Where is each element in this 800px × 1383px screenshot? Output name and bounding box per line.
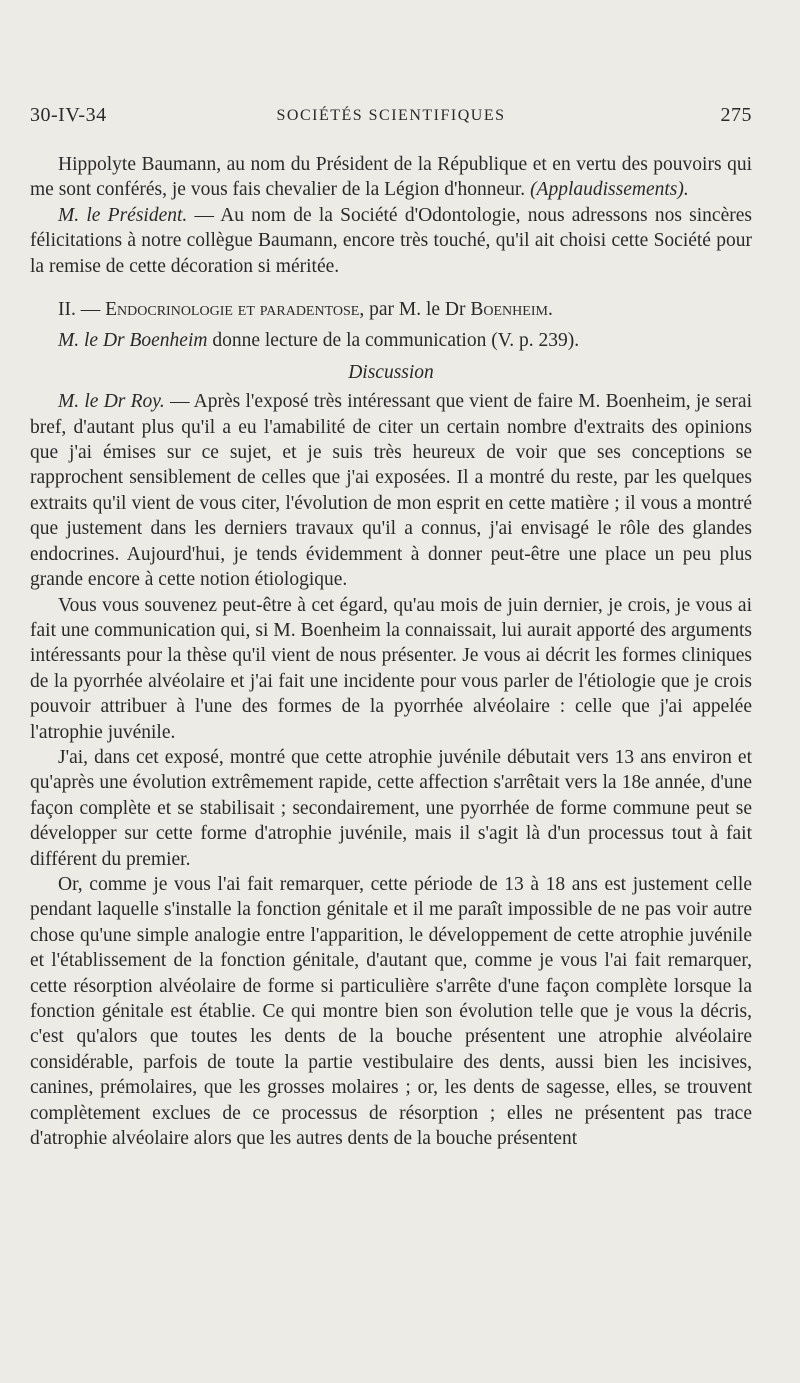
paragraph: M. le Président. — Au nom de la Société d'Odontologie, nous adressons nos sincères félicitations à notre collègue Baumann, encore très touché, qu'il ait choisi cette Société pour la remise de cette décoration si méritée.: [30, 204, 752, 277]
paragraph: M. le Dr Roy. — Après l'exposé très intéressant que vient de faire M. Boenheim, je serai bref, d'autant plus qu'il a eu l'amabilité de citer un certain nombre d'extraits des opinions que j'ai émises sur ce sujet, et je suis très heureux de voir que ses conceptions se rapprochent sensiblement de celles que j'ai exposées. Il a montré du reste, par les quelques extraits qu'il vient de vous citer, l'évolution de mon esprit en cette matière ; il vous a montré que justement dans les derniers travaux qu'il a connus, j'ai envisagé le rôle des glandes endocrines. Aujourd'hui, je tends évidemment à donner peut-être une place un peu plus grande encore à cette notion étiologique.: [30, 391, 752, 591]
paragraph: Hippolyte Baumann, au nom du Président de la République et en vertu des pouvoirs qui me sont conférés, je vous fais chevalier de la Légion d'honneur. (Applaudissements).: [30, 154, 752, 201]
paragraph: M. le Dr Boenheim donne lecture de la communication (V. p. 239).: [58, 330, 580, 352]
running-header: [30, 104, 752, 134]
paragraph: Or, comme je vous l'ai fait remarquer, cette période de 13 à 18 ans est justement celle pendant laquelle s'installe la fonction génitale et il me paraît impossible de ne pas voir autre chose qu'une simple analogie entre l'apparition, le développement de cette atrophie juvénile et l'établissement de la fonction génitale, d'autant que, comme je vous l'ai fait remarquer, cette résorption alvéolaire de forme si particulière s'arrête d'une façon complète lorsque la fonction génitale est établie. Ce qui montre bien son évolution telle que je vous la décris, c'est qu'alors que toutes les dents de la bouche présentent une atrophie alvéolaire considérable, parfois de toute la partie vestibulaire des dents, aussi bien les incisives, canines, prémolaires, que les grosses molaires ; or, les dents de sagesse, elles, se trouvent complètement exclues de ce processus de résorption ; elles ne présentent pas trace d'atrophie alvéolaire alors que les autres dents de la bouche présentent: [30, 873, 752, 1150]
page-number: 275: [720, 104, 752, 126]
section-heading: II. — Endocrinologie et paradentose, par M. le Dr Boenheim.: [58, 299, 553, 321]
header-title: SOCIÉTÉS SCIENTIFIQUES: [276, 107, 506, 124]
body-text: [30, 152, 752, 1151]
paragraph: J'ai, dans cet exposé, montré que cette atrophie juvénile débutait vers 13 ans environ et qu'après une évolution extrêmement rapide, cette affection s'arrêtait vers la 18e année, d'une façon complète et se stabilisait ; secondairement, une pyorrhée de forme commune peut se développer sur cette forme d'atrophie juvénile, mais il s'agit là d'un processus tout à fait différent du premier.: [30, 746, 752, 870]
header-date: 30-IV-34: [30, 104, 107, 126]
discussion-heading: Discussion: [348, 361, 434, 383]
paragraph: Vous vous souvenez peut-être à cet égard, qu'au mois de juin dernier, je crois, je vous ai fait une communication qui, si M. Boenheim la connaissait, lui aurait apporté des arguments intéressants pour la thèse qu'il vient de nous présenter. Je vous ai décrit les formes cliniques de la pyorrhée alvéolaire et j'ai fait une incidente pour vous parler de l'étiologie que je crois pouvoir attribuer à l'une des formes de la pyorrhée alvéolaire : celle que j'ai appelée l'atrophie juvénile.: [30, 594, 752, 743]
